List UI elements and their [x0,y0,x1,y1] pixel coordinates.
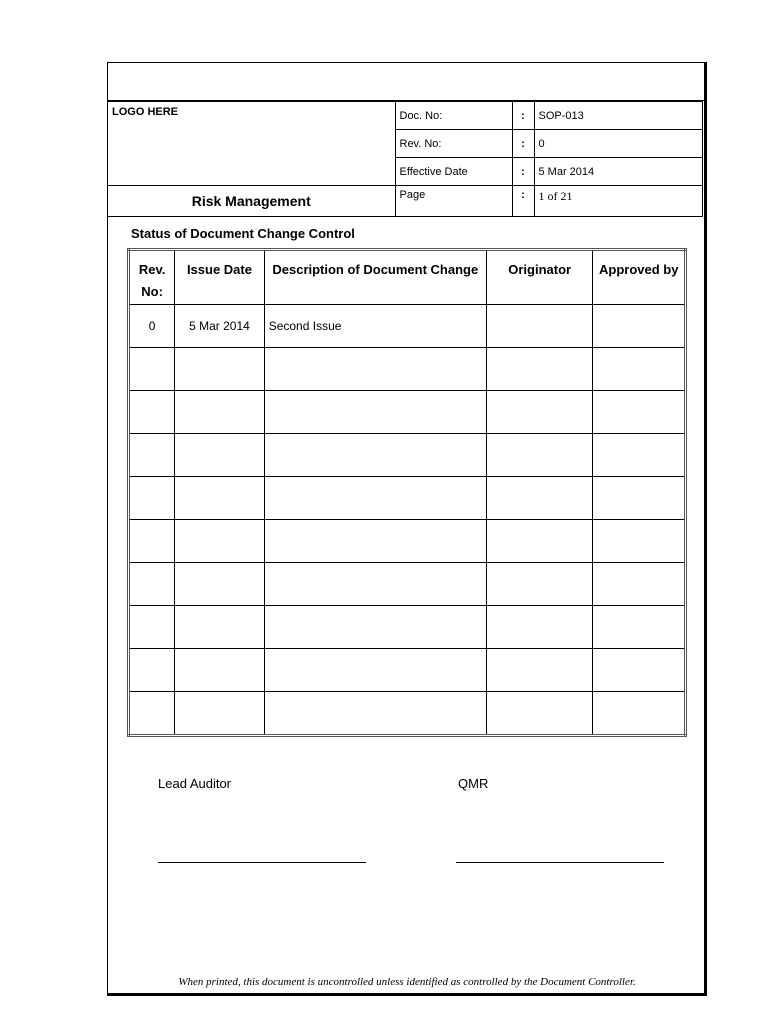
table-row [129,434,686,477]
rev-no-cell [129,520,175,563]
table-row [129,649,686,692]
issue-date-cell [175,563,264,606]
rev-no-label: Rev. No: [395,130,512,158]
rev-no-cell [129,692,175,736]
doc-no-label: Doc. No: [395,102,512,130]
col-header-approved-by: Approved by [593,250,686,305]
rev-no-cell [129,563,175,606]
approved-by-cell [593,563,686,606]
document-header-table [108,101,703,217]
table-row [129,477,686,520]
description-cell [264,477,486,520]
col-header-description: Description of Document Change [264,250,486,305]
col-header-rev-no: Rev. No: [129,250,175,305]
approved-by-cell [593,348,686,391]
rev-no-cell [129,649,175,692]
approved-by-cell [593,391,686,434]
col-header-originator: Originator [486,250,593,305]
issue-date-cell [175,606,264,649]
approved-by-cell [593,692,686,736]
originator-cell [486,348,593,391]
change-control-table [127,248,687,737]
doc-no-colon: : [512,102,534,130]
table-row [129,606,686,649]
originator-cell [486,692,593,736]
header-top-band [108,63,704,101]
table-row [129,391,686,434]
table-header-row [129,250,686,305]
description-cell [264,649,486,692]
description-cell [264,348,486,391]
rev-no-cell [129,606,175,649]
originator-cell [486,391,593,434]
approved-by-cell [593,434,686,477]
originator-cell [486,305,593,348]
document-title: Risk Management [108,186,395,217]
approved-by-cell [593,606,686,649]
effective-date-value: 5 Mar 2014 [534,158,702,186]
rev-no-cell [129,477,175,520]
description-cell: Second Issue [264,305,486,348]
table-row [129,692,686,736]
table-row [129,305,686,348]
originator-cell [486,606,593,649]
issue-date-cell [175,477,264,520]
rev-no-cell [129,434,175,477]
rev-no-colon: : [512,130,534,158]
originator-cell [486,434,593,477]
rev-no-cell [129,348,175,391]
uncontrolled-copy-footer: When printed, this document is uncontrolled unless identified as controlled by the Document Controller. [178,976,636,988]
table-row [129,348,686,391]
page-value: 1 of 21 [534,186,702,217]
change-control-body [129,305,686,736]
col-header-issue-date: Issue Date [175,250,264,305]
description-cell [264,434,486,477]
page-label: Page [395,186,512,217]
table-row [129,520,686,563]
approved-by-cell [593,520,686,563]
effective-date-label: Effective Date [395,158,512,186]
issue-date-cell [175,520,264,563]
description-cell [264,606,486,649]
qmr-label: QMR [458,776,489,791]
issue-date-cell [175,692,264,736]
doc-no-value: SOP-013 [534,102,702,130]
issue-date-cell [175,348,264,391]
approved-by-cell [593,649,686,692]
rev-no-value: 0 [534,130,702,158]
originator-cell [486,520,593,563]
rev-no-cell [129,391,175,434]
page-colon: : [512,186,534,217]
originator-cell [486,649,593,692]
originator-cell [486,563,593,606]
approved-by-cell [593,477,686,520]
change-control-title: Status of Document Change Control [131,226,355,241]
lead-auditor-signature-line [158,862,366,863]
effective-date-colon: : [512,158,534,186]
logo-placeholder: LOGO HERE [108,102,395,186]
qmr-signature-line [456,862,664,863]
originator-cell [486,477,593,520]
lead-auditor-label: Lead Auditor [158,776,232,791]
description-cell [264,692,486,736]
issue-date-cell [175,649,264,692]
rev-no-cell: 0 [129,305,175,348]
issue-date-cell: 5 Mar 2014 [175,305,264,348]
approved-by-cell [593,305,686,348]
issue-date-cell [175,391,264,434]
description-cell [264,563,486,606]
table-row [129,563,686,606]
issue-date-cell [175,434,264,477]
description-cell [264,520,486,563]
description-cell [264,391,486,434]
